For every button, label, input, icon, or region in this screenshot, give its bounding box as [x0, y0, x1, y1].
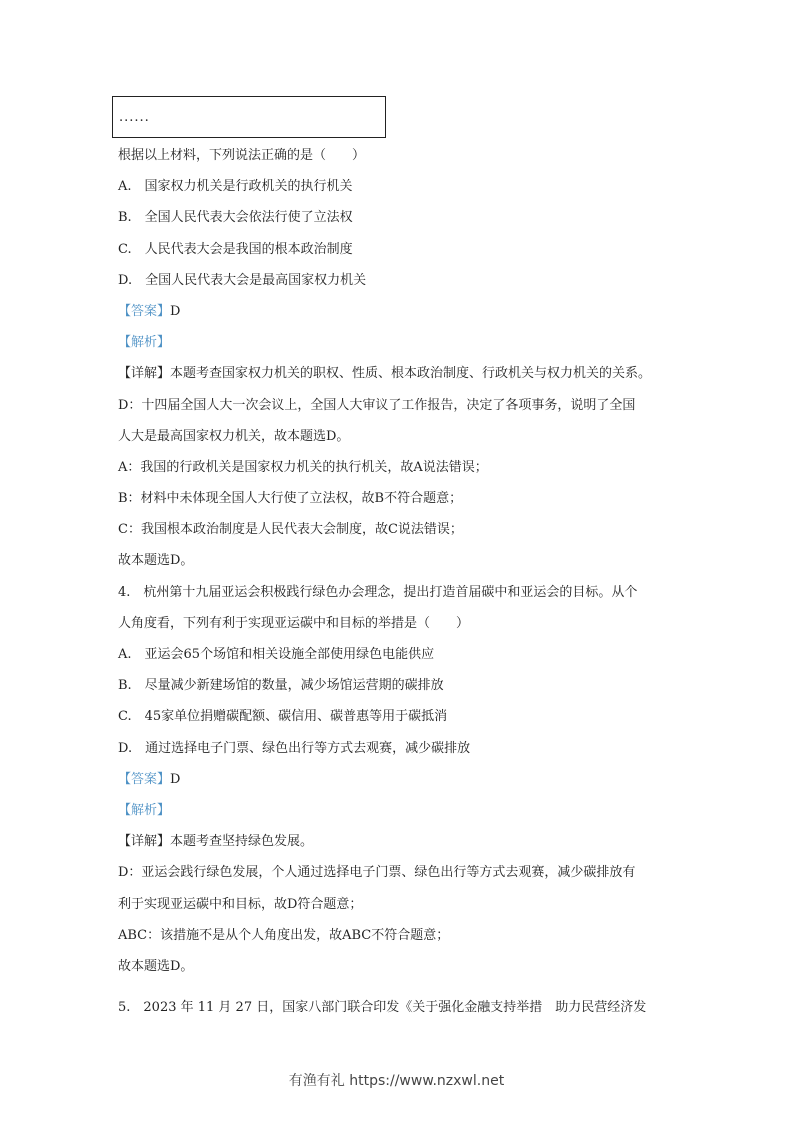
q3-option-c: C. 人民代表大会是我国的根本政治制度 — [118, 241, 353, 257]
q3-detail: B：材料中未体现全国人大行使了立法权，故B不符合题意； — [118, 491, 463, 507]
answer-label: 【答案】 — [118, 303, 171, 319]
q3-analysis-label: 【解析】 — [118, 335, 171, 351]
footer-watermark: 有渔有礼 https://www.nzxwl.net — [288, 1073, 505, 1089]
q4-stem: 4. 杭州第十九届亚运会积极践行绿色办会理念，提出打造首届碳中和亚运会的目标。从个 — [118, 584, 638, 600]
document-body — [118, 140, 698, 982]
answer-value: D — [170, 771, 181, 787]
q3-detail: C：我国根本政治制度是人民代表大会制度，故C说法错误； — [118, 522, 463, 538]
q3-option-d: D. 全国人民代表大会是最高国家权力机关 — [118, 272, 367, 288]
material-box — [112, 96, 386, 138]
q3-detail: D：十四届全国人大一次会议上，全国人大审议了工作报告，决定了各项事务，说明了全国 — [118, 397, 636, 413]
q3-stem: 根据以上材料，下列说法正确的是（ ） — [118, 148, 366, 163]
q4-detail: 故本题选D。 — [118, 958, 194, 974]
answer-label: 【答案】 — [118, 771, 171, 787]
q4-answer — [118, 764, 698, 795]
q3-detail: 【详解】本题考查国家权力机关的职权、性质、根本政治制度、行政机关与权力机关的关系。 — [118, 366, 652, 382]
q3-option-b: B. 全国人民代表大会依法行使了立法权 — [118, 210, 353, 226]
q3-answer — [118, 296, 698, 327]
q4-detail: ABC：该措施不是从个人角度出发，故ABC不符合题意； — [118, 927, 450, 943]
q3-option-a: A. 国家权力机关是行政机关的执行机关 — [118, 179, 353, 195]
q4-option-d: D. 通过选择电子门票、绿色出行等方式去观赛，减少碳排放 — [118, 740, 471, 756]
q4-option-b: B. 尽量减少新建场馆的数量，减少场馆运营期的碳排放 — [118, 678, 444, 694]
q3-detail: 人大是最高国家权力机关，故本题选D。 — [118, 428, 350, 444]
ellipsis: ...... — [119, 110, 150, 125]
q4-detail: 【详解】本题考查坚持绿色发展。 — [118, 834, 314, 850]
answer-value: D — [170, 303, 181, 319]
q4-analysis-label: 【解析】 — [118, 802, 171, 818]
q3-detail: A：我国的行政机关是国家权力机关的执行机关，故A说法错误； — [118, 459, 488, 475]
q4-detail: D：亚运会践行绿色发展，个人通过选择电子门票、绿色出行等方式去观赛，减少碳排放有 — [118, 865, 636, 881]
q4-option-a: A. 亚运会65个场馆和相关设施全部使用绿色电能供应 — [118, 647, 435, 662]
q5-stem: 5. 2023 年 11 月 27 日，国家八部门联合印发《关于强化金融支持举措 助力民营经济发 — [118, 1000, 647, 1015]
q4-detail: 利于实现亚运碳中和目标，故D符合题意； — [118, 896, 363, 912]
q4-stem: 人角度看，下列有利于实现亚运碳中和目标的举措是（ ） — [118, 615, 470, 631]
q3-detail: 故本题选D。 — [118, 553, 194, 569]
q4-option-c: C. 45家单位捐赠碳配额、碳信用、碳普惠等用于碳抵消 — [118, 709, 448, 725]
